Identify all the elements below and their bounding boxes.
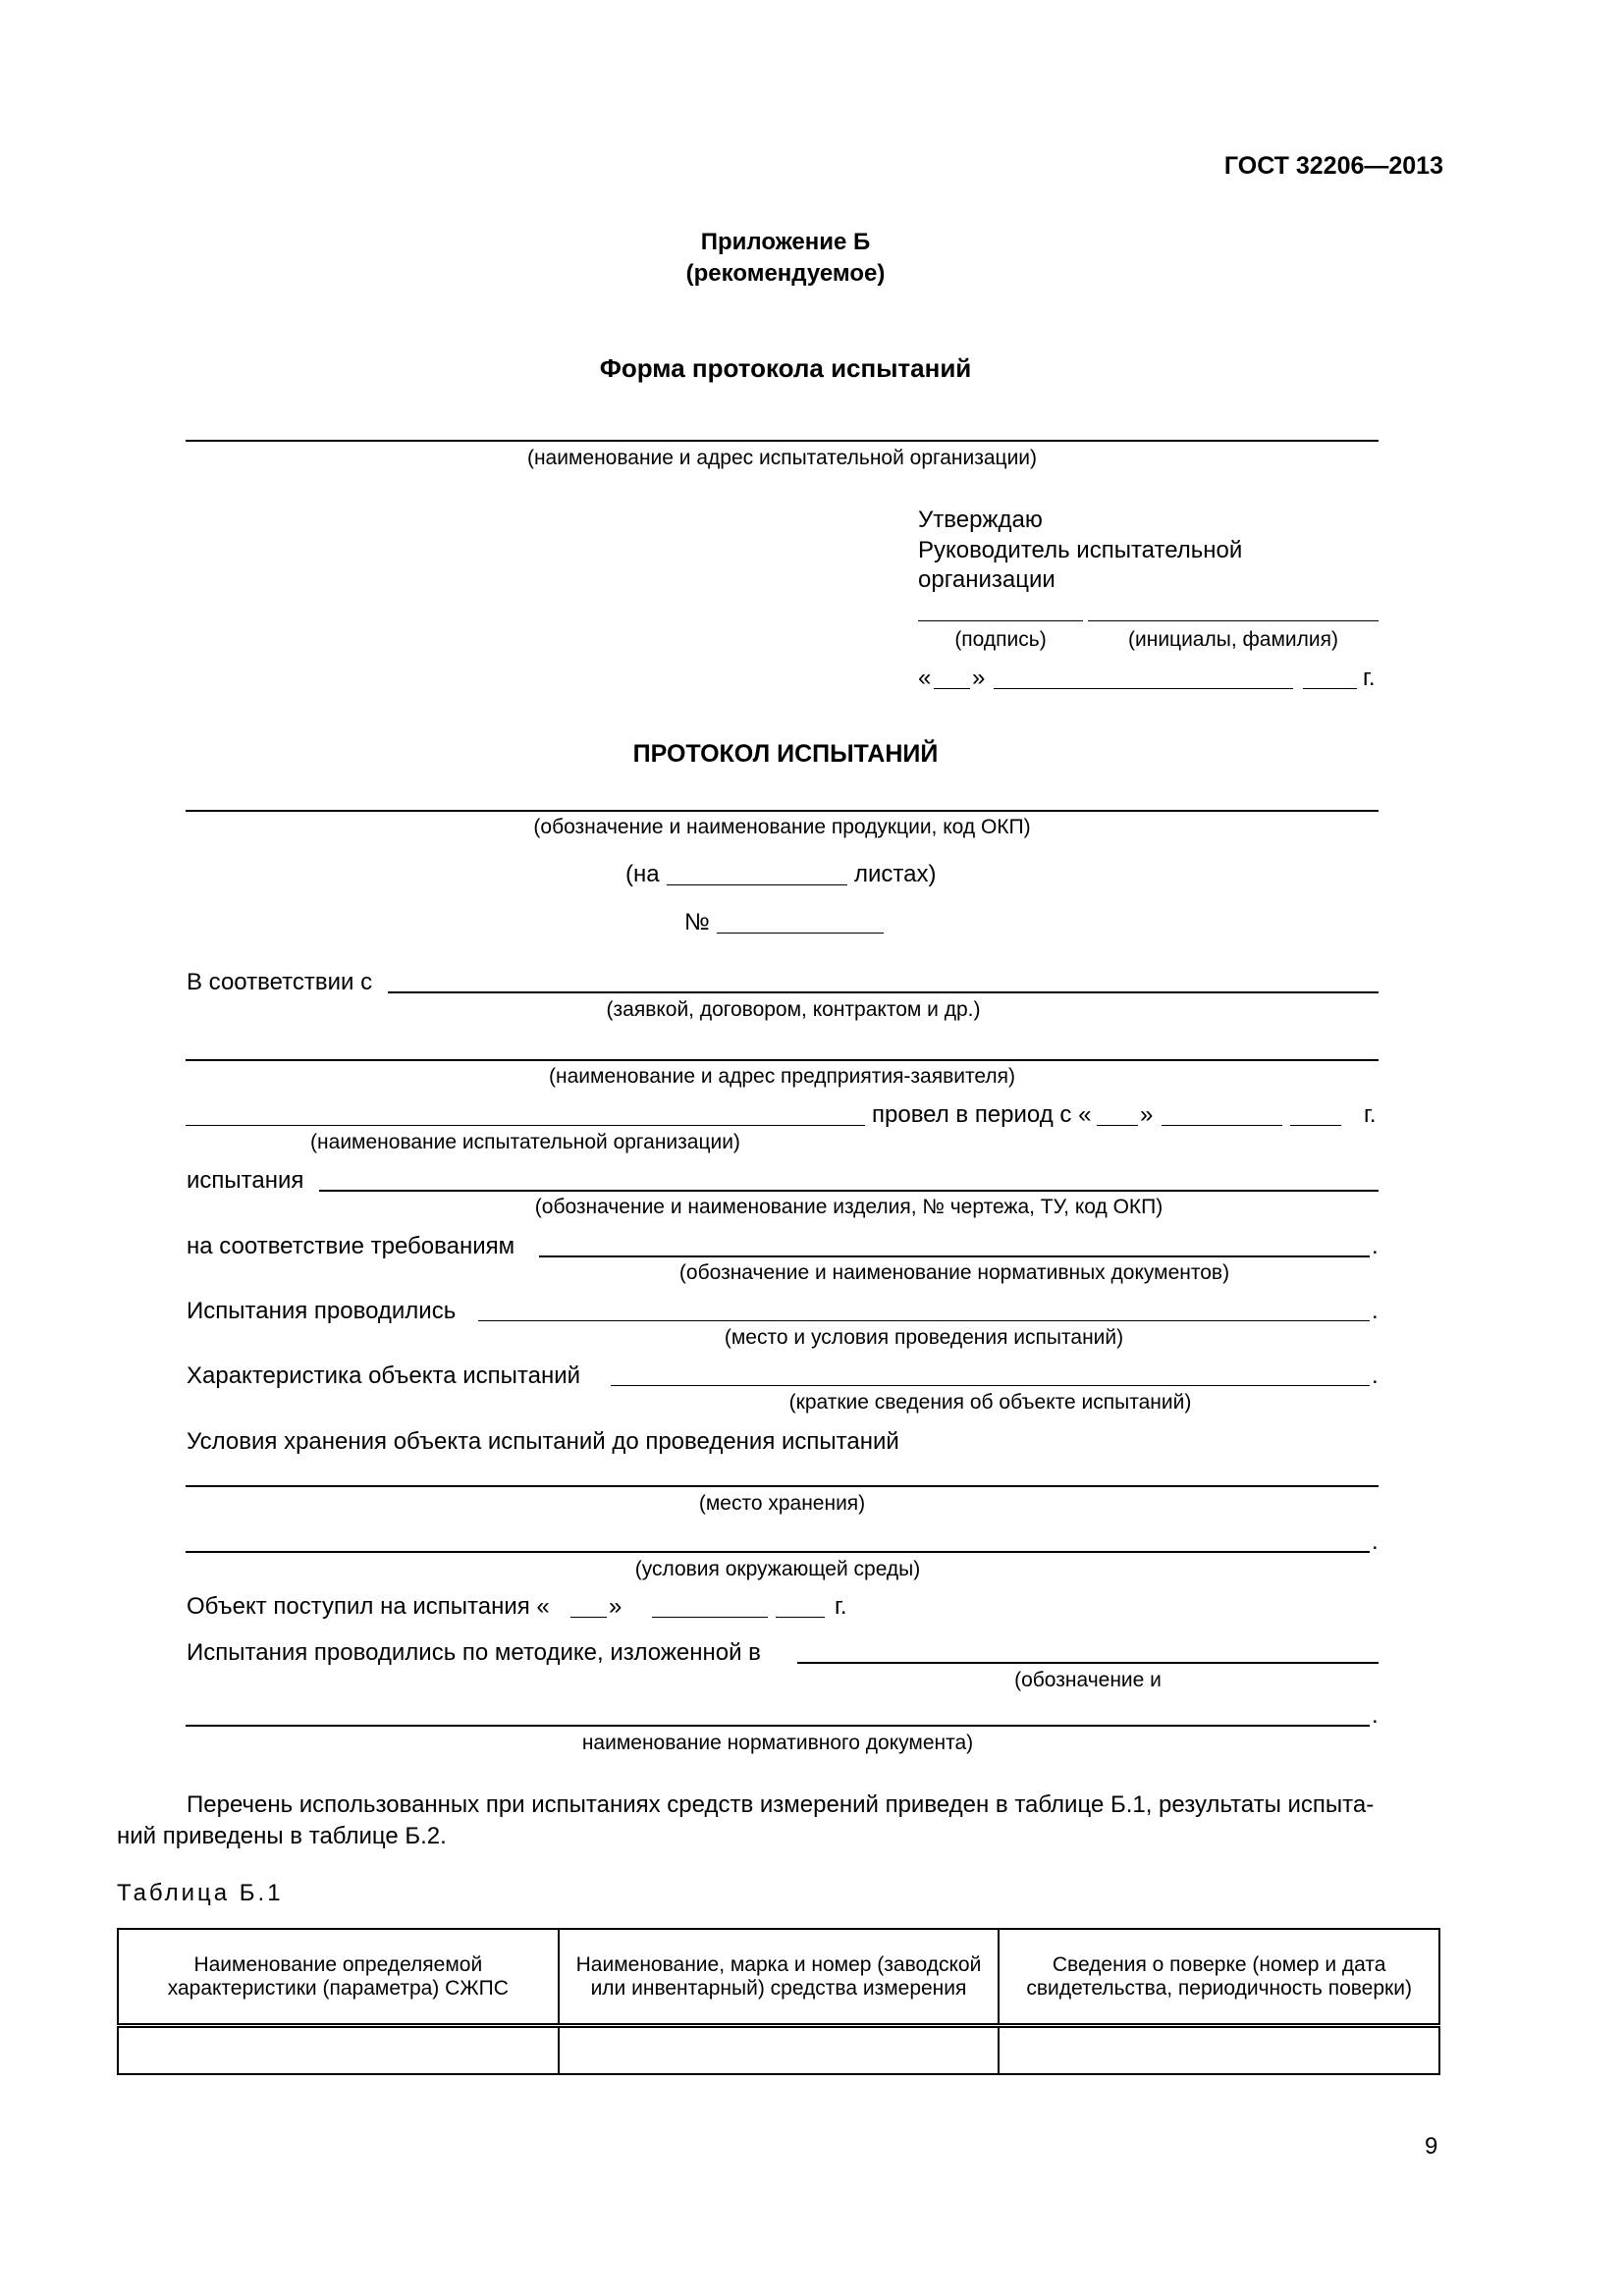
tests-caption: (обозначение и наименование изделия, № чертежа, ТУ, код ОКП) — [534, 1196, 1164, 1218]
object-dot: . — [1372, 1362, 1379, 1389]
page-number: 9 — [1425, 2133, 1438, 2160]
tests-line — [319, 1190, 1379, 1192]
period-month-line — [1162, 1125, 1282, 1126]
approval-year-line — [1303, 688, 1357, 689]
tests-label: испытания — [187, 1167, 304, 1194]
protocol-title: ПРОТОКОЛ ИСПЫТАНИЙ — [632, 740, 939, 768]
number-line — [717, 933, 884, 934]
appendix-subtitle: (рекомендуемое) — [685, 260, 886, 287]
approval-day-line — [934, 688, 970, 689]
form-title: Форма протокола испытаний — [599, 353, 972, 383]
table-header-cell: Сведения о поверке (номер и дата свидетельства, периодичность поверки) — [999, 1929, 1439, 2026]
received-close: » — [609, 1593, 623, 1620]
storage-caption: (место хранения) — [698, 1492, 866, 1515]
table-cell[interactable] — [118, 2026, 559, 2075]
received-year: г. — [835, 1593, 847, 1620]
period-close: » — [1140, 1101, 1154, 1128]
table-header-row — [118, 1929, 1439, 2026]
product-caption: (обозначение и наименование продукции, код ОКП) — [533, 816, 1031, 838]
approval-line2: Руководитель испытательной — [918, 537, 1243, 563]
table-cell[interactable] — [559, 2026, 1000, 2075]
storage-label: Условия хранения объекта испытаний до проведения испытаний — [187, 1428, 899, 1455]
received-label: Объект поступил на испытания « — [187, 1593, 550, 1620]
applicant-line — [186, 1059, 1379, 1061]
received-day-line — [570, 1617, 607, 1618]
method-label: Испытания проводились по методике, изложенной в — [187, 1639, 761, 1666]
period-label: провел в период с « — [872, 1101, 1092, 1128]
initials-line — [1088, 620, 1379, 621]
approval-line3: организации — [918, 566, 1056, 593]
approval-month-line — [994, 688, 1293, 689]
requirements-line — [539, 1255, 1370, 1257]
accordance-line — [388, 991, 1379, 993]
received-month-line — [652, 1617, 768, 1618]
approval-year-suffix: г. — [1363, 665, 1376, 691]
approval-date-close: » — [972, 665, 986, 691]
storage-line — [186, 1485, 1379, 1487]
table-cell[interactable] — [999, 2026, 1439, 2075]
number-label: № — [684, 909, 710, 935]
conducted-label: Испытания проводились — [187, 1298, 457, 1324]
environment-caption: (условия окружающей среды) — [634, 1558, 921, 1580]
signature-caption: (подпись) — [954, 628, 1047, 651]
sheets-prefix: (на — [625, 861, 660, 887]
sheets-count-line — [667, 884, 847, 885]
environment-line — [186, 1551, 1370, 1553]
approval-date-open: « — [918, 665, 932, 691]
requirements-caption: (обозначение и наименование нормативных документов) — [678, 1261, 1230, 1284]
document-id: ГОСТ 32206—2013 — [1223, 152, 1443, 180]
table-row — [118, 2026, 1439, 2075]
paragraph-line-1: Перечень использованных при испытаниях средств измерений приведен в таблице Б.1, результаты испыта- — [187, 1791, 1375, 1818]
period-day-line — [1097, 1125, 1138, 1126]
conducted-line — [478, 1320, 1370, 1321]
received-year-line — [776, 1617, 825, 1618]
product-line — [186, 810, 1379, 812]
period-year: г. — [1364, 1101, 1377, 1128]
method-dot: . — [1372, 1702, 1379, 1729]
test-org-line — [186, 1125, 865, 1126]
table-header-cell: Наименование определяемой характеристики (параметра) СЖПС — [118, 1929, 559, 2026]
requirements-label: на соответствие требованиям — [187, 1233, 515, 1259]
method-caption-2: наименование нормативного документа) — [581, 1732, 974, 1754]
measuring-instruments-table — [117, 1928, 1440, 2075]
accordance-label: В соответствии с — [187, 969, 373, 995]
test-org-caption: (наименование испытательной организации) — [310, 1131, 740, 1153]
accordance-caption: (заявкой, договором, контрактом и др.) — [606, 998, 981, 1021]
appendix-title: Приложение Б — [700, 229, 871, 255]
period-year-line — [1290, 1125, 1341, 1126]
sheets-suffix: листах) — [854, 861, 937, 887]
method-caption-1: (обозначение и — [1014, 1669, 1162, 1691]
approval-line1: Утверждаю — [918, 507, 1043, 533]
conducted-caption: (место и условия проведения испытаний) — [724, 1326, 1124, 1349]
method-line — [797, 1662, 1379, 1664]
conducted-dot: . — [1372, 1298, 1379, 1324]
object-caption: (краткие сведения об объекте испытаний) — [788, 1391, 1192, 1414]
object-line — [611, 1385, 1370, 1386]
signature-line — [918, 620, 1083, 621]
table-header-cell: Наименование, марка и номер (заводской или инвентарный) средства измерения — [559, 1929, 1000, 2026]
table-caption: Таблица Б.1 — [117, 1880, 284, 1906]
org-caption: (наименование и адрес испытательной организации) — [526, 447, 1038, 469]
applicant-caption: (наименование и адрес предприятия-заявителя) — [549, 1065, 1015, 1088]
environment-dot: . — [1372, 1528, 1379, 1555]
initials-caption: (инициалы, фамилия) — [1128, 628, 1338, 651]
method-line-2 — [186, 1725, 1370, 1727]
paragraph-line-2: ний приведены в таблице Б.2. — [117, 1823, 447, 1849]
object-label: Характеристика объекта испытаний — [187, 1362, 581, 1389]
requirements-dot: . — [1372, 1233, 1379, 1259]
org-line — [186, 440, 1379, 442]
